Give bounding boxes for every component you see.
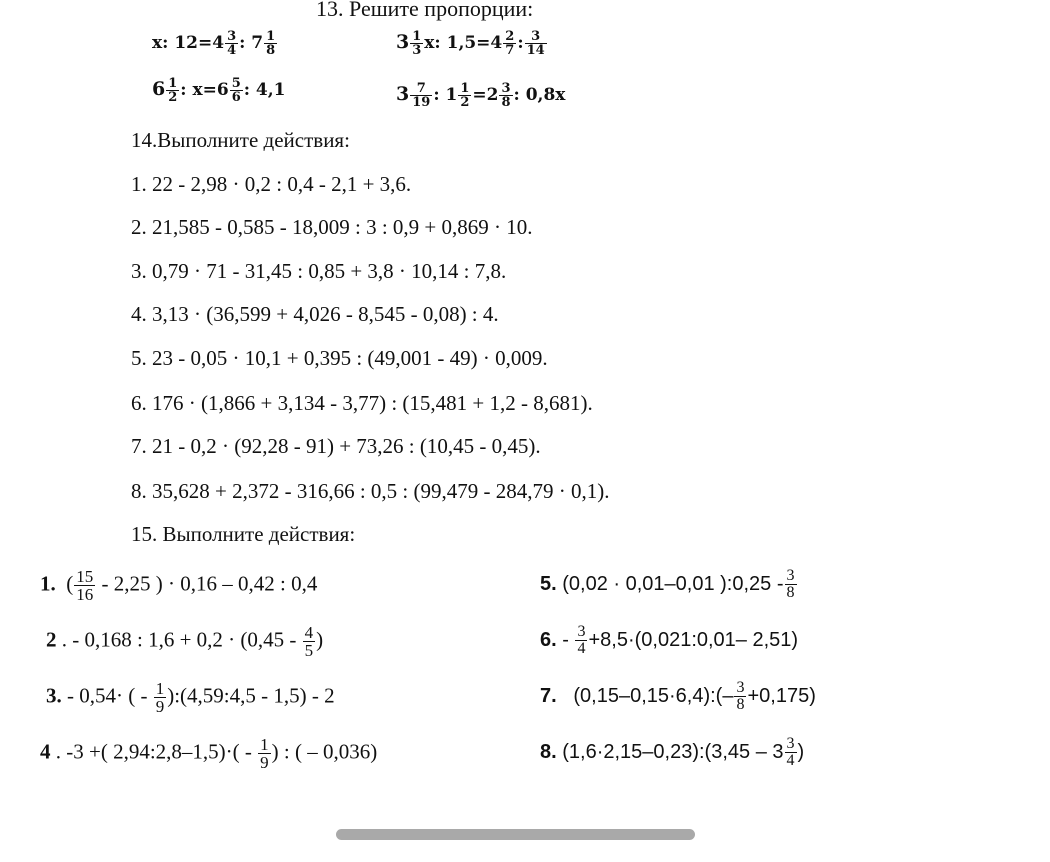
exercise-15-item-4: [40, 736, 377, 771]
whole-part: 6: [152, 78, 166, 100]
frac-den: 9: [260, 753, 269, 772]
frac-num: 1: [460, 81, 470, 96]
exercise-15-item-2: [46, 624, 323, 659]
frac-num: 3: [531, 29, 541, 44]
item-number: 3.: [46, 683, 62, 708]
expr-part: ) : ( – 0,036): [271, 739, 378, 764]
frac-num: 5: [231, 76, 241, 91]
expr-part: (: [66, 571, 74, 596]
proportion-2-part-b: :: [517, 33, 524, 53]
proportion-1-part-a: x: 12=4: [152, 33, 225, 53]
frac-den: 2: [168, 90, 178, 105]
frac-num: 1: [168, 76, 178, 91]
frac-den: 8: [266, 43, 276, 58]
exercise-15-item-1: [40, 568, 317, 603]
frac-den: 8: [786, 584, 795, 601]
whole-part: 3: [396, 31, 410, 53]
frac-den: 9: [155, 697, 165, 716]
proportion-4: [396, 82, 565, 109]
proportion-3-part-b: : 4,1: [243, 80, 286, 100]
proportion-4-part-c: : 0,8x: [513, 85, 566, 105]
frac-num: 7: [416, 81, 426, 96]
frac-den: 3: [412, 43, 422, 58]
frac-num: 1: [412, 29, 422, 44]
frac-num: 3: [786, 567, 795, 584]
section-13-title: 13. Решите пропорции:: [316, 0, 534, 21]
expr-part: -: [556, 628, 575, 651]
proportion-4-part-a: : 1: [433, 85, 458, 105]
exercise-14-item-5: 5. 23 - 0,05 · 10,1 + 0,395 : (49,001 - 49) · 0,009.: [131, 346, 548, 370]
frac-num: 2: [505, 29, 515, 44]
frac-num: 4: [304, 623, 314, 642]
exercise-15-item-6: [540, 624, 798, 657]
expr-part: . - 0,168 : 1,6 + 0,2 · (0,45 -: [56, 627, 302, 652]
frac-den: 19: [412, 95, 431, 110]
expr-part: - 2,25 ) · 0,16 – 0,42 : 0,4: [96, 571, 318, 596]
exercise-14-item-1: 1. 22 - 2,98 · 0,2 : 0,4 - 2,1 + 3,6.: [131, 172, 412, 196]
frac-den: 2: [460, 95, 470, 110]
frac-num: 1: [155, 679, 165, 698]
frac-den: 4: [227, 43, 237, 58]
frac-den: 4: [577, 640, 586, 657]
frac-num: 1: [266, 29, 276, 44]
frac-den: 16: [76, 585, 94, 604]
proportion-3: [152, 77, 286, 104]
frac-num: 3: [786, 735, 795, 752]
frac-den: 8: [501, 95, 511, 110]
exercise-14-item-8: 8. 35,628 + 2,372 - 316,66 : 0,5 : (99,479 - 284,79 · 0,1).: [131, 479, 610, 503]
frac-den: 5: [304, 641, 314, 660]
frac-den: 6: [231, 90, 241, 105]
section-14-title: 14.Выполните действия:: [131, 128, 350, 152]
exercise-14-item-7: 7. 21 - 0,2 · (92,28 - 91) + 73,26 : (10,45 - 0,45).: [131, 434, 541, 458]
frac-den: 7: [505, 43, 515, 58]
expr-part: (1,6·2,15–0,23):(3,45 – 3: [556, 740, 784, 763]
proportion-1: [152, 30, 278, 57]
expr-part: +8,5·(0,021:0,01– 2,51): [588, 628, 799, 651]
expr-part: ): [797, 740, 805, 763]
section-15-title: 15. Выполните действия:: [131, 522, 356, 546]
frac-num: 3: [227, 29, 237, 44]
horizontal-scrollbar[interactable]: [336, 829, 695, 840]
frac-den: 8: [736, 696, 745, 713]
item-number: 8.: [540, 740, 557, 763]
proportion-2-part-a: x: 1,5=4: [424, 33, 503, 53]
whole-part: 3: [396, 83, 410, 105]
frac-num: 1: [260, 735, 269, 754]
expr-part: (0,15–0,15·6,4):(–: [556, 684, 734, 707]
frac-num: 15: [76, 567, 94, 586]
item-number: 2: [46, 627, 57, 652]
proportion-2: [396, 30, 548, 57]
exercise-15-item-5: [540, 568, 798, 601]
frac-den: 14: [526, 43, 545, 58]
proportion-1-part-b: : 7: [239, 33, 264, 53]
exercise-14-item-4: 4. 3,13 · (36,599 + 4,026 - 8,545 - 0,08) : 4.: [131, 302, 499, 326]
exercise-15-item-8: [540, 736, 804, 769]
expr-part: (0,02 · 0,01–0,01 ):0,25 -: [556, 572, 784, 595]
expr-part: ):(4,59:4,5 - 1,5) - 2: [167, 683, 335, 708]
frac-den: 4: [786, 752, 795, 769]
proportion-4-part-b: =2: [472, 85, 499, 105]
expr-part: +0,175): [747, 684, 816, 707]
item-number: 1.: [40, 571, 56, 596]
expr-part: ): [316, 627, 324, 652]
exercise-15-item-7: [540, 680, 816, 713]
exercise-15-item-3: [46, 680, 335, 715]
item-number: 4: [40, 739, 51, 764]
frac-num: 3: [577, 623, 586, 640]
frac-num: 3: [736, 679, 745, 696]
exercise-14-item-3: 3. 0,79 · 71 - 31,45 : 0,85 + 3,8 · 10,14 : 7,8.: [131, 259, 507, 283]
expr-part: . -3 +( 2,94:2,8–1,5)·( -: [50, 739, 258, 764]
frac-num: 3: [501, 81, 511, 96]
item-number: 5.: [540, 572, 557, 595]
item-number: 7.: [540, 684, 557, 707]
exercise-14-item-6: 6. 176 · (1,866 + 3,134 - 3,77) : (15,481 + 1,2 - 8,681).: [131, 391, 593, 415]
expr-part: - 0,54· ( -: [61, 683, 153, 708]
proportion-3-part-a: : x=6: [180, 80, 229, 100]
exercise-14-item-2: 2. 21,585 - 0,585 - 18,009 : 3 : 0,9 + 0,869 · 10.: [131, 215, 533, 239]
item-number: 6.: [540, 628, 557, 651]
